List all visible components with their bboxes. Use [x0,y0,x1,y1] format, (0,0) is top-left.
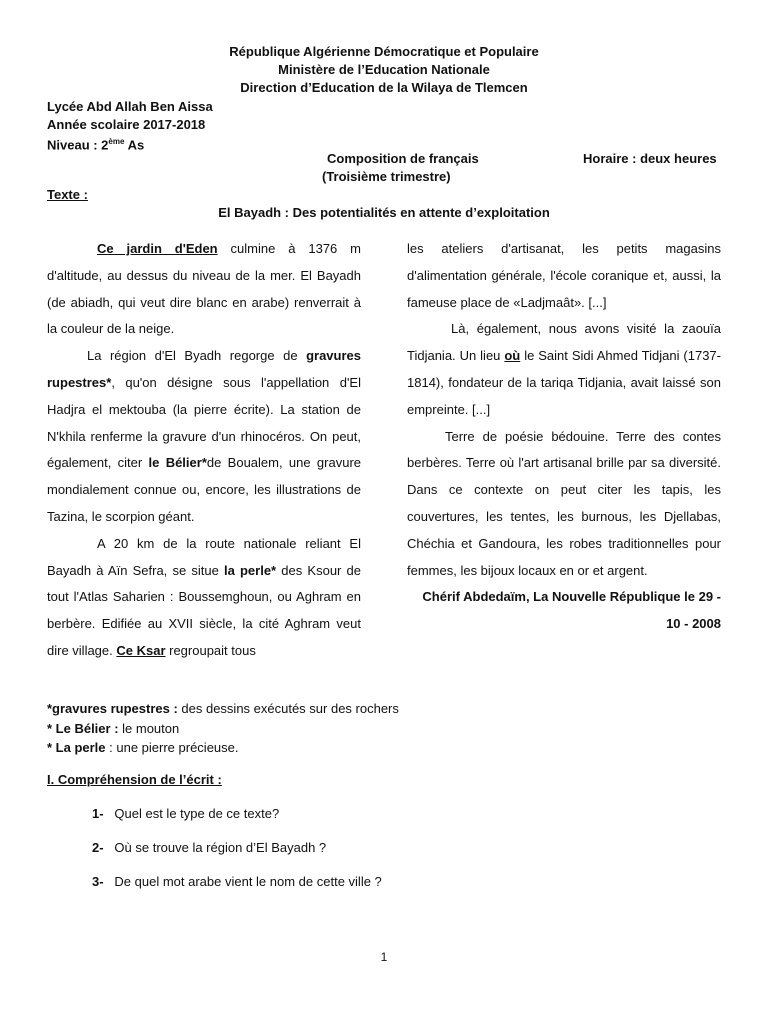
left-p2-c: de Boualem, une gravure mondialement connue ou, encore, les illustrations de Tazina, le scorpion géant. [47,455,361,524]
question-1 [92,806,279,821]
left-p3-b: des Ksour de tout l'Atlas Saharien : Boussemghoun, ou Aghram en berbère. Edifiée au XVII siècle, la cité Aghram veut dire village. [47,562,361,658]
right-paragraph-3: Terre de poésie bédouine. Terre des contes berbères. Terre où l'art artisanal brille par sa diversité. Dans ce contexte on peut citer les tapis, les couvertures, les tentes, les burnous, les Djellabas, Chéchia et Gandoura, les robes traditionnelles pour femmes, les bijoux locaux en or et argent. [407,428,721,578]
exam-duration: Horaire : deux heures [583,151,717,166]
left-paragraph-1 [47,236,361,343]
ce-ksar: Ce Ksar [116,642,166,658]
level-prefix: Niveau : 2 [47,137,109,153]
school-year: Année scolaire 2017-2018 [47,117,206,132]
glossary-def: : une pierre précieuse. [105,740,239,755]
question-number: 2- [92,840,104,855]
header-direction: Direction d’Education de la Wilaya de Tlemcen [240,80,528,95]
school-name: Lycée Abd Allah Ben Aissa [47,99,213,114]
level-suffix: As [124,137,145,153]
exam-title: Composition de français [327,151,479,166]
left-p2-b: , qu'on désigne sous l'appellation d'El Hadjra el mektouba (la pierre écrite). La station de N'khila renferme la gravure d'un rhinocéros. On peut, également, citer [47,374,361,471]
question-2 [92,840,326,855]
level-sup: ème [108,137,125,146]
school-level [47,133,144,154]
glossary-def: le mouton [118,720,180,736]
glossary [47,699,399,758]
question-text: Où se trouve la région d’El Bayadh ? [114,840,327,855]
right-paragraph-1: les ateliers d'artisanat, les petits magasins d'alimentation générale, l'école coranique et, aussi, la fameuse place de «Ladjmaât». [...] [407,241,721,310]
right-p2-a: Là, également, nous avons visité la zaouïa Tidjania. Un lieu [407,321,721,364]
la-perle: la perle* [223,562,277,578]
right-p2-b: le Saint Sidi Ahmed Tidjani (1737-1814), fondateur de la tariqa Tidjania, avait laissé son empreinte. [...] [407,348,721,417]
left-p3-c: regroupait tous [165,642,256,658]
jardin-eden: Ce jardin d'Eden [97,241,218,256]
glossary-term: * Le Bélier : [47,720,119,736]
glossary-term: * La perle [47,740,106,755]
glossary-def: des dessins exécutés sur des rochers [177,701,399,716]
glossary-item [47,699,399,719]
text-column-right [407,236,721,638]
glossary-item [47,738,399,758]
header-ministry: Ministère de l’Education Nationale [278,62,490,77]
question-number: 3- [92,874,104,889]
left-paragraph-2 [47,343,361,531]
glossary-term: *gravures rupestres : [47,701,178,716]
question-text: De quel mot arabe vient le nom de cette ville ? [114,874,382,889]
exam-term: (Troisième trimestre) [322,169,451,184]
header-republic: République Algérienne Démocratique et Populaire [229,44,539,59]
left-paragraph-3 [47,531,361,665]
text-column-left [47,236,361,665]
left-p3-a: A 20 km de la route nationale reliant El Bayadh à Aïn Sefra, se situe [47,535,361,578]
text-source: Chérif Abdedaïm, La Nouvelle République le 29 - 10 - 2008 [422,589,721,632]
text-title: El Bayadh : Des potentialités en attente d’exploitation [218,205,550,220]
section-title: I. Compréhension de l’écrit : [47,772,222,787]
right-paragraph-2 [407,316,721,423]
left-p1-text: culmine à 1376 m d'altitude, au dessus du niveau de la mer. El Bayadh (de abiadh, qui veut dire blanc en arabe) renverrait à la couleur de la neige. [47,241,361,337]
question-number: 1- [92,806,104,821]
ou-underlined: où [504,348,521,364]
left-p2-a: La région d'El Byadh regorge de [87,348,307,364]
glossary-item [47,719,399,739]
question-3 [92,874,382,889]
page-number: 1 [380,950,388,964]
le-belier: le Bélier* [148,455,207,471]
text-label: Texte : [47,187,88,202]
gravures-rupestres: gravures rupestres* [47,348,361,390]
question-text: Quel est le type de ce texte? [114,806,280,821]
